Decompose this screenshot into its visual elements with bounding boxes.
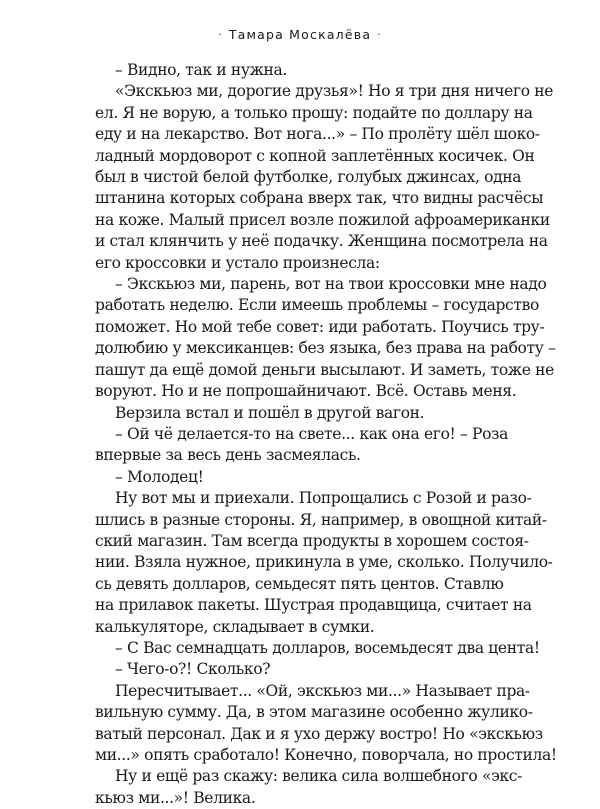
text-line: ел. Я не ворую, а только прошу: подайте по доллару на bbox=[95, 103, 533, 122]
text-line: долюбию у мексиканцев: без языка, без права на работу – bbox=[95, 339, 556, 358]
text-line: ский магазин. Там всегда продукты в хорошем состоя- bbox=[95, 531, 529, 550]
running-header bbox=[0, 27, 600, 42]
text-line: на коже. Малый присел возле пожилой афроамериканки bbox=[95, 210, 550, 229]
text-line: – Ой чё делается-то на свете... как она его! – Роза bbox=[115, 424, 509, 443]
text-line: ми...» опять сработало! Конечно, поворчала, но простила! bbox=[95, 746, 557, 764]
header-bullet-left: · bbox=[218, 30, 223, 41]
text-line: впервые за весь день засмеялась. bbox=[95, 446, 361, 465]
text-line: нии. Взяла нужное, прикинула в уме, сколько. Получило- bbox=[95, 553, 553, 572]
text-line: на прилавок пакеты. Шустрая продавщица, считает на bbox=[95, 596, 532, 615]
text-line: работать неделю. Если имеешь проблемы – государство bbox=[95, 296, 539, 315]
text-line: – С Вас семнадцать долларов, восемьдесят два цента! bbox=[115, 638, 540, 657]
text-line: Ну вот мы и приехали. Попрощались с Розой и разо- bbox=[115, 489, 532, 508]
text-line: Пересчитывает... «Ой, экскьюз ми...» Называет пра- bbox=[115, 681, 530, 700]
text-line: калькуляторе, складывает в сумки. bbox=[95, 617, 375, 636]
text-line: вильную сумму. Да, в этом магазине особенно жулико- bbox=[95, 703, 533, 722]
text-line: ладный мордоворот с копной заплетённых косичек. Он bbox=[95, 146, 535, 165]
text-line: его кроссовки и устало произнесла: bbox=[95, 253, 380, 272]
text-line: и стал клянчить у неё подачку. Женщина посмотрела на bbox=[95, 232, 548, 251]
text-line: был в чистой белой футболке, голубых джинсах, одна bbox=[95, 168, 522, 187]
text-line: поможет. Но мой тебе совет: иди работать. Поучись тру- bbox=[95, 317, 545, 336]
text-line: Ну и ещё раз скажу: велика сила волшебного «экс- bbox=[115, 767, 522, 786]
text-line: – Экскьюз ми, парень, вот на твои кроссовки мне надо bbox=[115, 275, 547, 294]
text-line: – Чего-о?! Сколько? bbox=[115, 660, 271, 679]
text-line: воруют. Но и не попрошайничают. Всё. Оставь меня. bbox=[95, 382, 517, 401]
text-line: еду и на лекарство. Вот нога...» – По пролёту шёл шоко- bbox=[95, 125, 540, 144]
text-line: – Молодец! bbox=[115, 467, 204, 486]
text-line: «Экскьюз ми, дорогие друзья»! Но я три дня ничего не bbox=[115, 82, 554, 101]
text-line: кьюз ми...»! Велика. bbox=[95, 788, 256, 807]
text-line: ватый персонал. Дак и я ухо держу востро! Но «экскьюз bbox=[95, 724, 543, 743]
text-line: Верзила встал и пошёл в другой вагон. bbox=[115, 403, 425, 422]
text-line: шлись в разные стороны. Я, например, в овощной китай- bbox=[95, 510, 547, 529]
text-line: штанина которых собрана вверх так, что видны расчёсы bbox=[95, 189, 544, 208]
text-line: – Видно, так и нужна. bbox=[115, 61, 288, 79]
header-author-name: Тамара Москалёва bbox=[228, 27, 372, 42]
text-line: пашут да ещё домой деньги высылают. И заметь, тоже не bbox=[95, 360, 554, 379]
text-line: сь девять долларов, семьдесят пять центов. Ставлю bbox=[95, 574, 504, 593]
header-bullet-right: · bbox=[377, 30, 382, 41]
page-body-text bbox=[95, 60, 557, 809]
